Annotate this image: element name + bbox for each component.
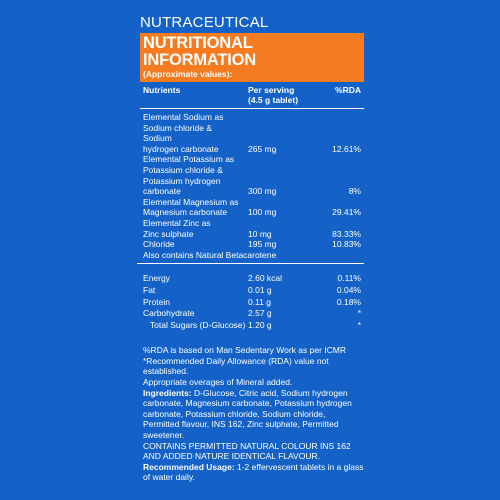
nutrient-name: Fat [143,284,156,295]
mineral-row-line [143,165,364,176]
note-ingredients [143,388,364,441]
energy-row [143,320,364,332]
rda-value: 12.61% [332,143,361,154]
mineral-row-line [143,239,364,250]
per-serving-value: 195 mg [248,239,277,250]
note-overages: Appropriate overages of Mineral added. [143,377,293,388]
ingredients-text: D-Glucose, Citric acid, Sodium hydrogen carbonate, Magnesium carbonate, Potassium hydrogen carbonate, Potassium chloride, Sodium chloride, Permitted flavour, INS 162, Zinc sulphate, Permitted sweetener. [143,387,352,441]
mineral-row-line [143,229,364,240]
nutrient-name: Zinc sulphate [143,228,194,239]
title-band [140,33,364,82]
per-serving-value: 0.01 g [248,284,272,295]
header-per-serving: Per serving (4.5 g tablet) [248,85,299,105]
nutrient-name: Potassium hydrogen [143,175,221,186]
energy-row [143,297,364,309]
mineral-row-line [143,112,364,123]
nutrient-name: Energy [143,273,170,284]
nutrient-name: carbonate [143,186,181,197]
rda-value: 0.04% [336,284,361,295]
nutrient-name: Total Sugars (D-Glucose) [143,319,246,330]
nutrient-name: Chloride [143,239,175,250]
mineral-table [140,112,364,250]
rda-value: 10.83% [332,239,361,250]
nutrient-name: Magnesium carbonate [143,207,228,218]
rda-value: 83.33% [332,228,361,239]
mineral-row-line [143,144,364,155]
per-serving-value: 265 mg [248,143,277,154]
per-serving-value: 0.11 g [248,296,272,307]
per-serving-value: 100 mg [248,207,277,218]
per-serving-value: 300 mg [248,186,277,197]
notes-block [140,345,364,483]
header-rda: %RDA [335,85,361,95]
mineral-row-line [143,207,364,218]
nutrient-name: Elemental Zinc as [143,217,211,228]
note-rda-not-established: *Recommended Daily Allowance (RDA) value not established. [143,355,329,377]
brand-label: NUTRACEUTICAL [140,14,269,31]
rda-value: 8% [348,186,361,197]
mineral-row-line [143,123,364,144]
nutrient-name: Carbohydrate [143,308,195,319]
rda-value: 29.41% [332,207,361,218]
panel-title: NUTRITIONAL INFORMATION [143,34,256,69]
note-colour: CONTAINS PERMITTED NATURAL COLOUR INS 162 AND ADDED NATURE IDENTICAL FLAVOUR. [143,440,351,462]
nutrient-name: Potassium chloride & [143,164,223,175]
energy-row [143,285,364,297]
nutrient-name: hydrogen carbonate [143,143,219,154]
nutrient-name: Elemental Sodium as [143,112,224,122]
mineral-row-line [143,186,364,197]
panel-subtitle: (Approximate values): [143,69,233,79]
per-serving-value: 10 mg [248,228,272,239]
usage-label: Recommended Usage: [143,461,235,472]
per-serving-value: 2.60 kcal [248,273,283,284]
mineral-row-line [143,176,364,187]
header-nutrients: Nutrients [143,85,181,95]
rda-value: 0.18% [336,296,361,307]
mineral-row-line [143,197,364,208]
divider [137,263,364,264]
table-header [140,82,364,109]
mineral-row-line [143,218,364,229]
mineral-row-line [143,154,364,165]
rda-value: 0.11% [337,273,361,284]
energy-row [143,308,364,320]
per-serving-value: 1.20 g [248,319,272,330]
also-contains: Also contains Natural Betacarotene [143,249,277,260]
per-serving-value: 2.57 g [248,308,272,319]
energy-row [143,273,364,285]
nutrition-panel [140,14,364,483]
rda-value: * [357,319,361,330]
nutrient-name: Sodium chloride & Sodium [143,122,212,144]
nutrient-name: Elemental Magnesium as [143,196,239,207]
nutrient-name: Elemental Potassium as [143,154,235,165]
note-usage [143,462,364,483]
note-rda-basis: %RDA is based on Man Sedentary Work as per ICMR [143,345,346,356]
ingredients-label: Ingredients: [143,387,192,398]
energy-table [140,273,364,331]
nutrient-name: Protein [143,296,170,307]
rda-value: * [357,308,361,319]
usage-text: 1-2 effervescent tablets in a glass of water daily. [143,461,364,483]
